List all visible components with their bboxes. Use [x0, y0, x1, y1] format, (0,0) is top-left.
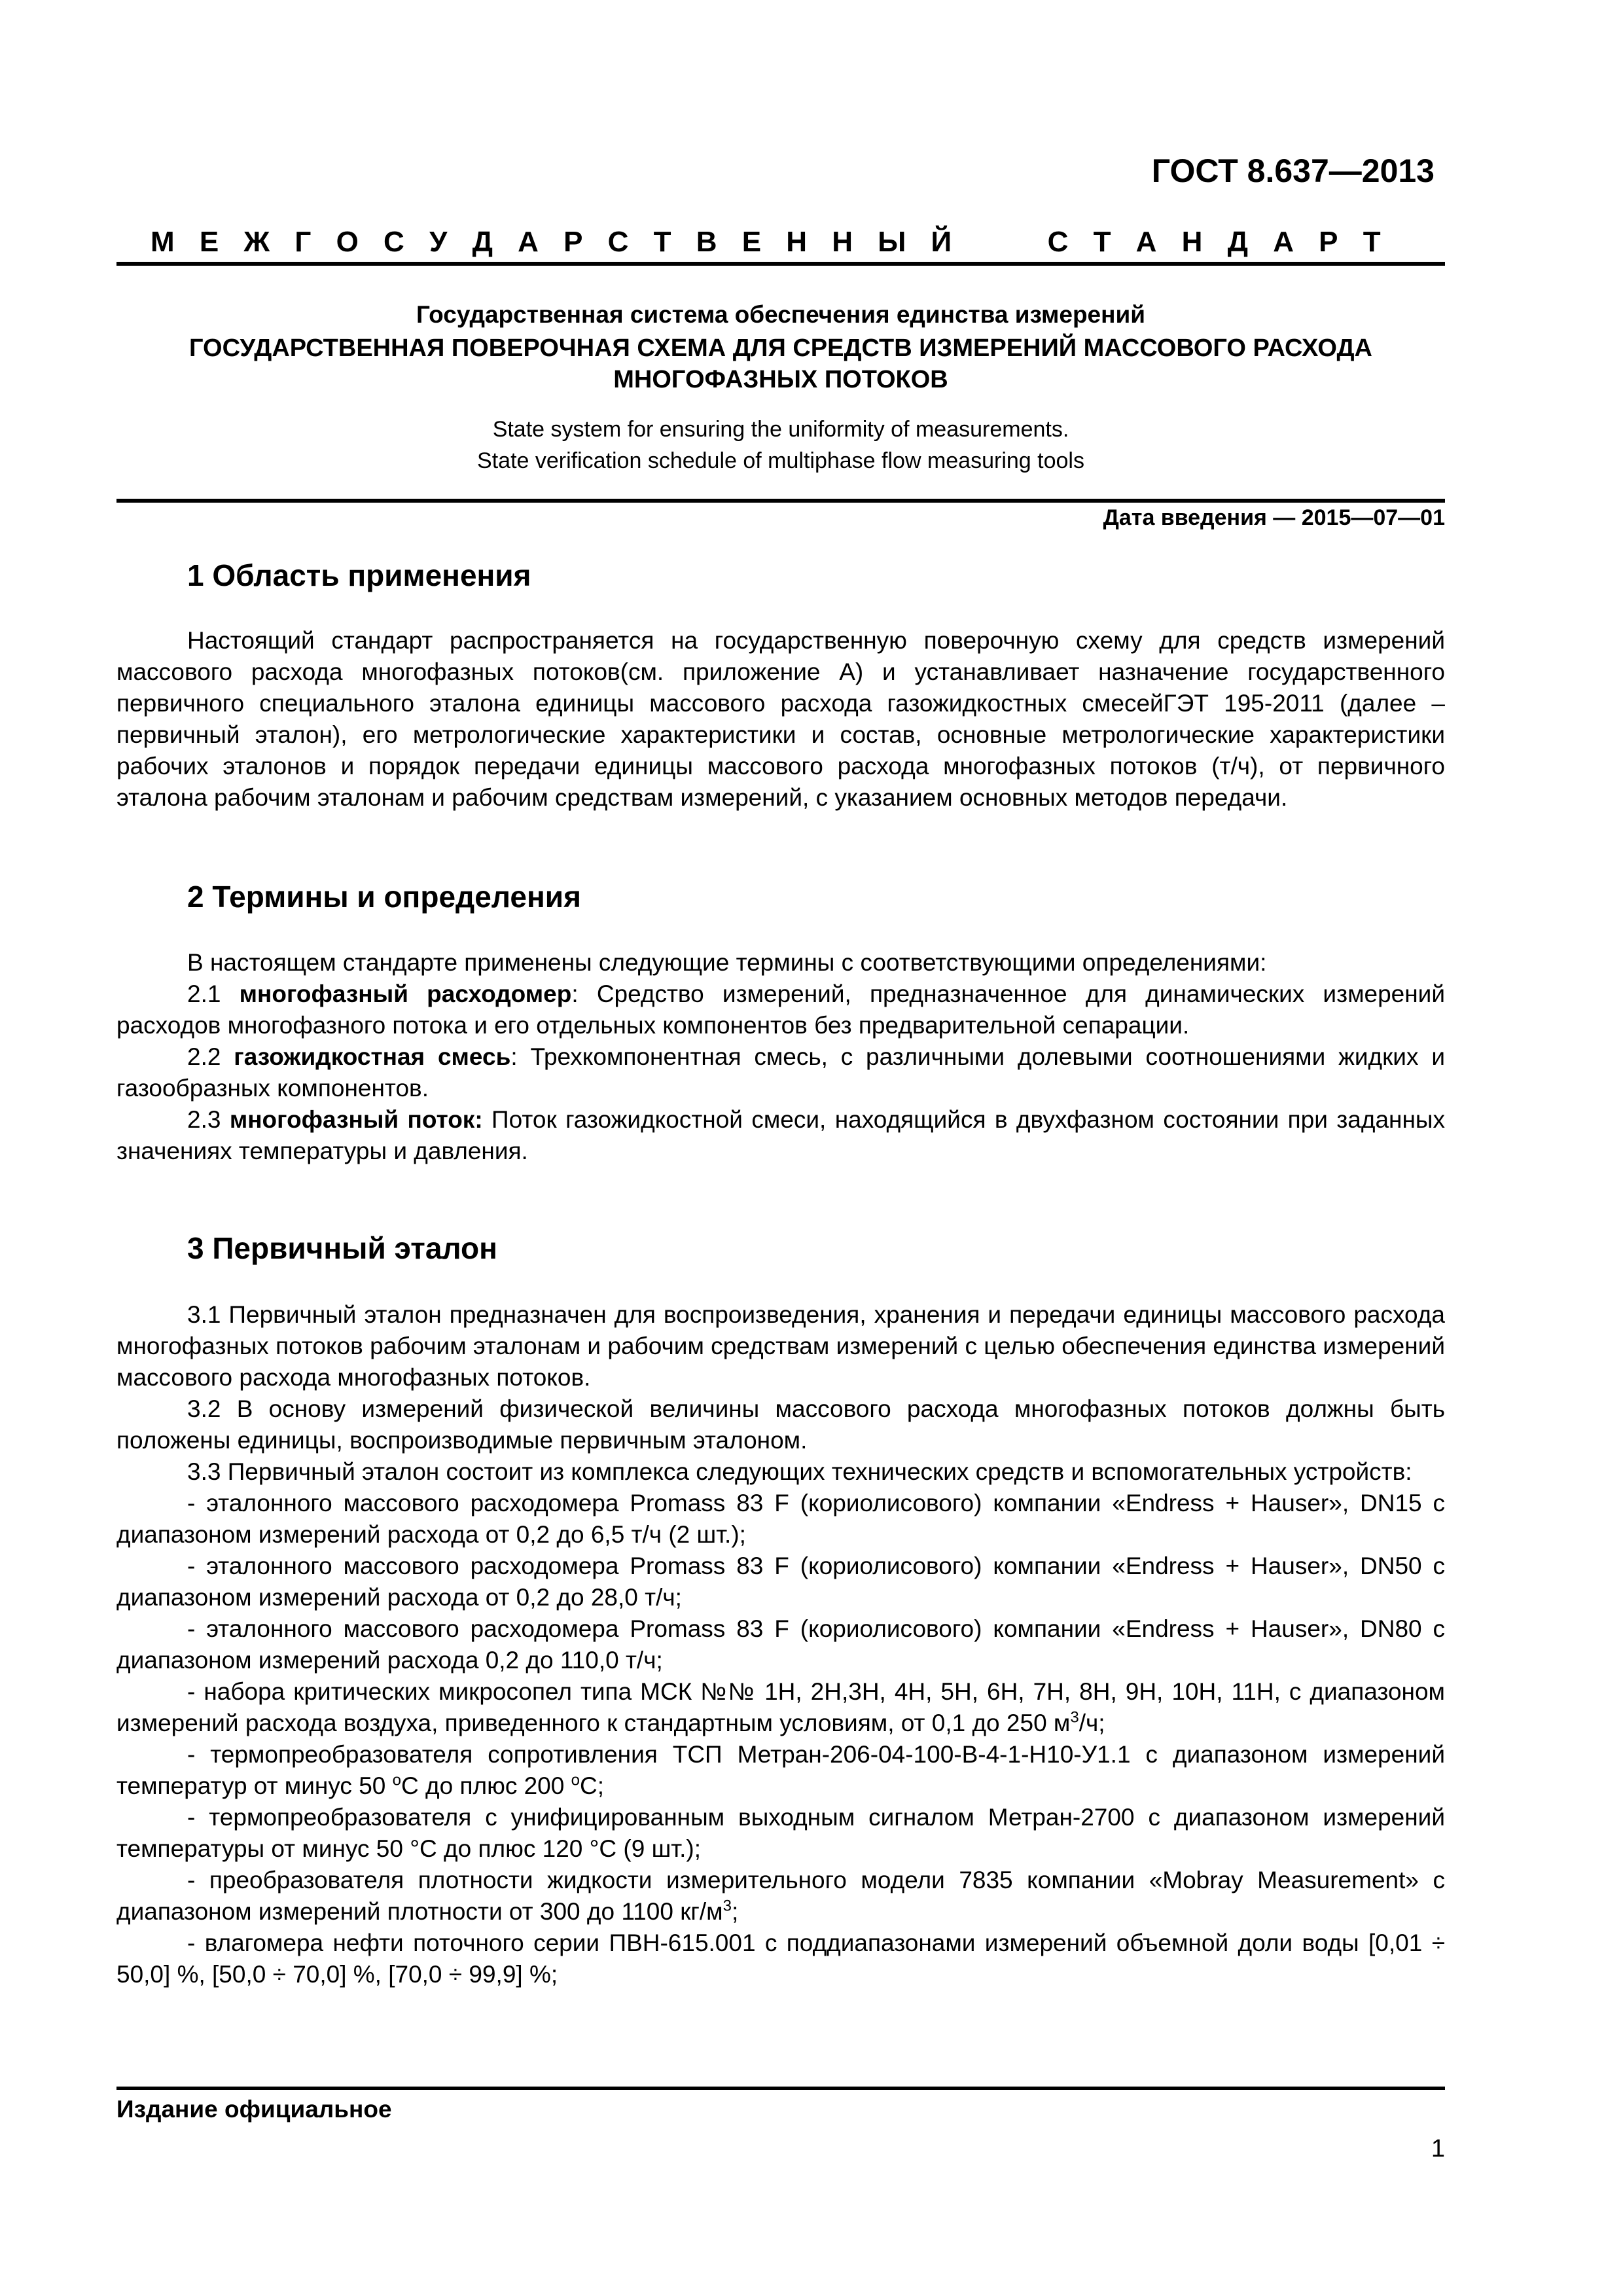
- intro-date: Дата введения — 2015—07—01: [1103, 505, 1445, 530]
- clause-3-1: 3.1 Первичный эталон предназначен для воспроизведения, хранения и передачи единицы массового расхода многофазных потоков рабочим эталонам и рабочим средствам измерений с целью обеспечения единства измерений массового расхода многофазных потоков.: [116, 1301, 1445, 1391]
- banner-letter: А: [1273, 226, 1294, 258]
- banner-letter: Г: [294, 226, 312, 258]
- list-item-thermoconverter-metran: - термопреобразователя с унифицированным выходным сигналом Метран-2700 с диапазоном измерений температуры от минус 50 °С до плюс 120 °С (9 шт.);: [116, 1804, 1445, 1862]
- section-2-heading: 2 Термины и определения: [187, 880, 581, 914]
- title-rule: [116, 499, 1445, 503]
- page-number: 1: [1431, 2135, 1445, 2162]
- banner-letter: А: [1135, 226, 1157, 258]
- banner-letter: В: [696, 226, 717, 258]
- banner-letter: Й: [931, 226, 952, 258]
- footer-rule: [116, 2087, 1445, 2090]
- banner-letter: Ы: [878, 226, 906, 258]
- clause-3-2: 3.2 В основу измерений физической величины массового расхода многофазных потоков должны быть положены единицы, воспроизводимые первичным эталоном.: [116, 1395, 1445, 1454]
- document-title-line-1: ГОСУДАРСТВЕННАЯ ПОВЕРОЧНАЯ СХЕМА ДЛЯ СРЕДСТВ ИЗМЕРЕНИЙ МАССОВОГО РАСХОДА: [189, 334, 1372, 362]
- section-2-body: [116, 947, 1445, 1167]
- banner-letter: Н: [786, 226, 808, 258]
- banner-gap: [976, 226, 1022, 259]
- banner-letter: У: [429, 226, 448, 258]
- system-title: Государственная система обеспечения единства измерений: [416, 301, 1145, 328]
- banner-letter: Д: [1227, 226, 1248, 258]
- banner-letter: О: [336, 226, 359, 258]
- gost-number: ГОСТ 8.637—2013: [1151, 152, 1435, 189]
- section-1-body: [116, 625, 1445, 814]
- section-3-heading: 3 Первичный эталон: [187, 1231, 497, 1265]
- section-2-intro: В настоящем стандарте применены следующие термины с соответствующими определениями:: [187, 949, 1267, 976]
- banner-letter: Р: [563, 226, 583, 258]
- banner-letter: А: [518, 226, 539, 258]
- banner-letter: Д: [472, 226, 493, 258]
- header-rule: [116, 262, 1445, 266]
- banner-letter: Е: [741, 226, 762, 258]
- list-item-flowmeter-dn50: - эталонного массового расходомера Promass 83 F (кориолисового) компании «Endress + Hauser», DN50 с диапазоном измерений расхода от 0,2 до 28,0 т/ч;: [116, 1552, 1445, 1611]
- banner-letter: М: [151, 226, 175, 258]
- list-item-density-converter: - преобразователя плотности жидкости измерительного модели 7835 компании «Mobray Measurement» с диапазоном измерений плотности от 300 до 1100 $кг/м^3$;: [116, 1867, 1445, 1925]
- edition-label: Издание официальное: [116, 2096, 392, 2123]
- section-3-body: [116, 1299, 1445, 1990]
- term-2-3: 2.3 многофазный поток: Поток газожидкостной смеси, находящийся в двухфазном состоянии при заданных значениях температуры и давления.: [116, 1106, 1445, 1164]
- banner-letter: Т: [1363, 226, 1381, 258]
- clause-3-3: 3.3 Первичный эталон состоит из комплекса следующих технических средств и вспомогательных устройств:: [187, 1458, 1412, 1485]
- banner-letter: Е: [199, 226, 219, 258]
- list-item-micronozzles: - набора критических микросопел типа МСК №№ 1Н, 2Н,3Н, 4Н, 5Н, 6Н, 7Н, 8Н, 9Н, 10Н, 11Н, с диапазоном измерений расхода воздуха, приведенного к стандартным условиям, от 0,1 до 250 $м^3/ч$;: [116, 1678, 1445, 1736]
- banner-letter: Н: [832, 226, 853, 258]
- list-item-thermoconverter-tsp: - термопреобразователя сопротивления ТСП Метран-206-04-100-В-4-1-Н10-У1.1 с диапазоном измерений температур от минус 50 $^о$С до плюс 200 $^о$С;: [116, 1741, 1445, 1799]
- banner-letter: Р: [1319, 226, 1338, 258]
- banner-letter: Т: [1093, 226, 1111, 258]
- term-2-2: 2.2 газожидкостная смесь: Трехкомпонентная смесь, с различными долевыми соотношениями жидких и газообразных компонентов.: [116, 1043, 1445, 1102]
- section-1-paragraph: Настоящий стандарт распространяется на государственную поверочную схему для средств измерений массового расхода многофазных потоков(см. приложение А) и устанавливает назначение государственного первичного специального эталона единицы массового расхода газожидкостных смесейГЭТ 195-2011 (далее – первичный эталон), его метрологические характеристики и состав, основные метрологические характеристики рабочих эталонов и порядок передачи единицы массового расхода многофазных потоков (т/ч), от первичного эталона рабочим эталонам и рабочим средствам измерений, с указанием основных методов передачи.: [116, 627, 1445, 811]
- document-title-line-2: МНОГОФАЗНЫХ ПОТОКОВ: [613, 366, 948, 393]
- banner-letter: С: [383, 226, 404, 258]
- banner-letter: Н: [1181, 226, 1203, 258]
- list-item-moisture-meter: - влагомера нефти поточного серии ПВН-615.001 с поддиапазонами измерений объемной доли воды [0,01 ÷ 50,0] %, [50,0 ÷ 70,0] %, [70,0 ÷ 99,9] %;: [116, 1929, 1445, 1988]
- banner-letter: Ж: [243, 226, 270, 258]
- banner-letter: Т: [653, 226, 671, 258]
- banner-letter: С: [1047, 226, 1069, 258]
- list-item-flowmeter-dn15: - эталонного массового расходомера Promass 83 F (кориолисового) компании «Endress + Hauser», DN15 с диапазоном измерений расхода от 0,2 до 6,5 т/ч (2 шт.);: [116, 1490, 1445, 1548]
- english-title-line-2: State verification schedule of multiphase flow measuring tools: [477, 448, 1084, 473]
- term-2-1: 2.1 многофазный расходомер: Средство измерений, предназначенное для динамических измерений расходов многофазного потока и его отдельных компонентов без предварительной сепарации.: [116, 980, 1446, 1039]
- list-item-flowmeter-dn80: - эталонного массового расходомера Promass 83 F (кориолисового) компании «Endress + Hauser», DN80 с диапазоном измерений расхода 0,2 до 110,0 т/ч;: [116, 1615, 1445, 1674]
- english-title: [116, 414, 1445, 476]
- english-title-line-1: State system for ensuring the uniformity of measurements.: [492, 417, 1069, 442]
- banner-letter: С: [607, 226, 629, 258]
- standard-type-banner: [151, 226, 1381, 259]
- document-title: [116, 332, 1445, 395]
- section-1-heading: 1 Область применения: [187, 558, 531, 592]
